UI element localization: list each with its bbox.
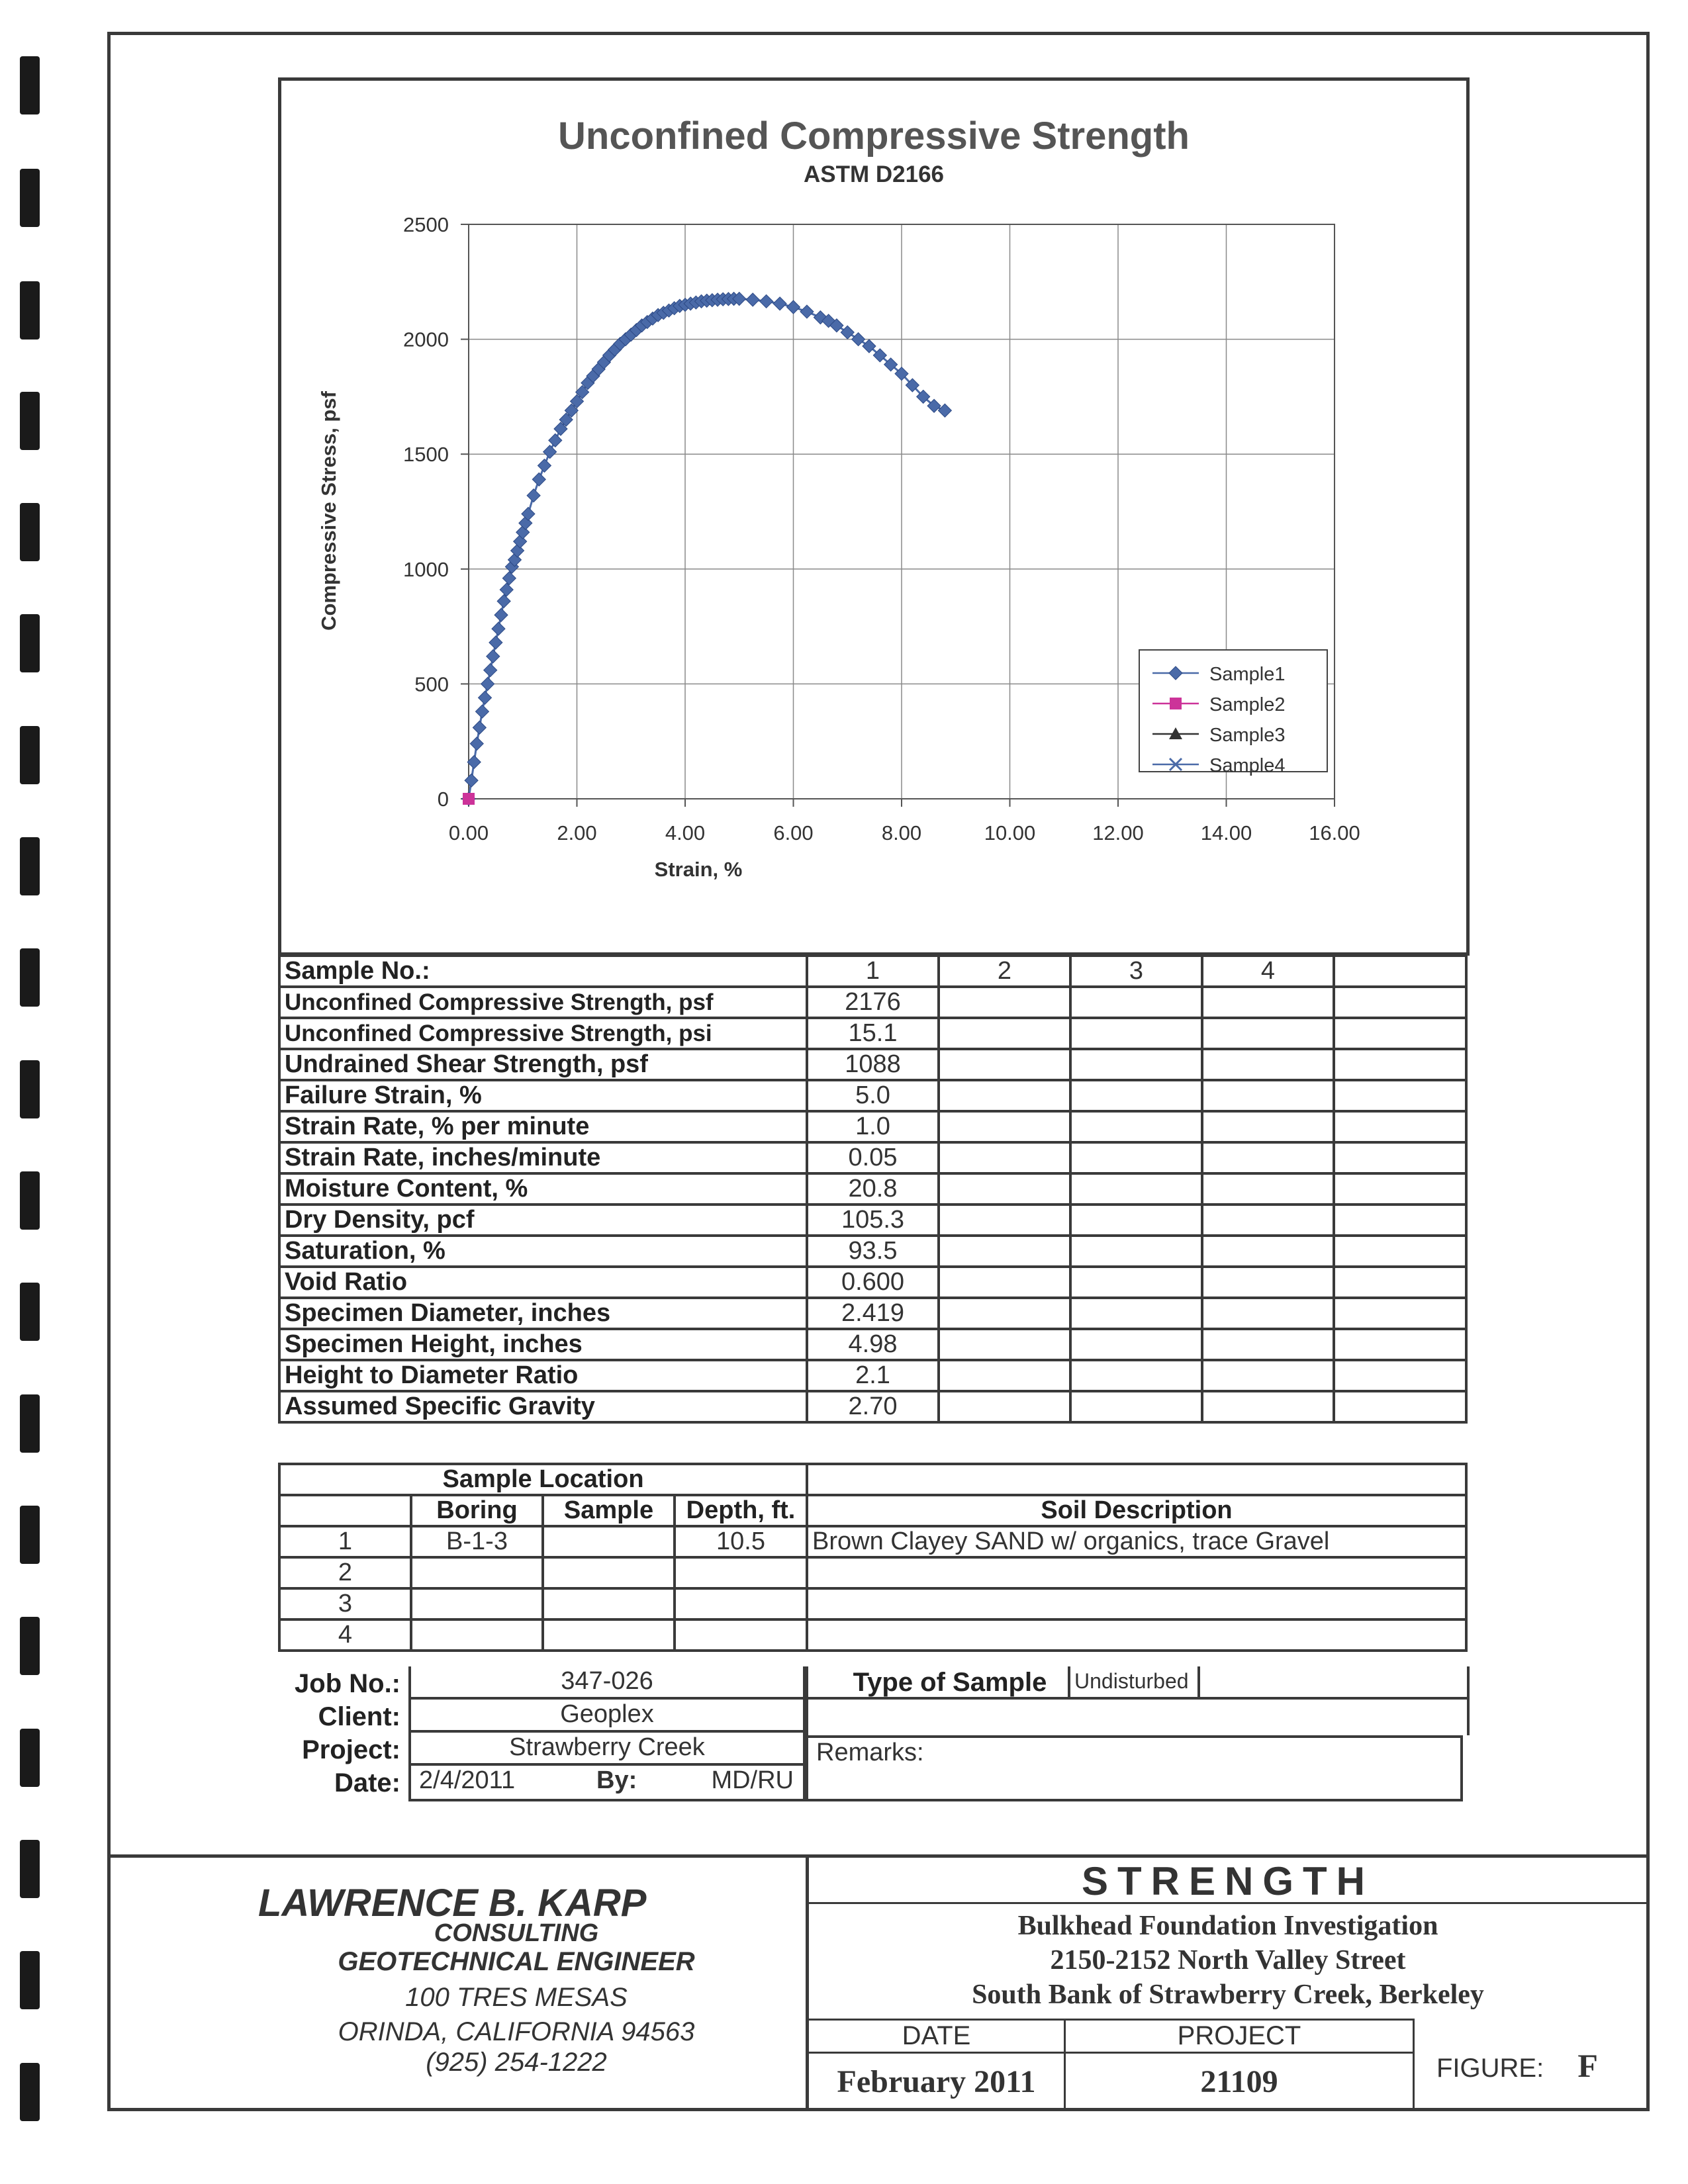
sample-no-col: 3	[1070, 956, 1202, 987]
property-value: 0.05	[807, 1142, 939, 1173]
sample-no-label: Sample No.:	[279, 956, 807, 987]
binder-hole	[20, 837, 40, 895]
property-value	[939, 1018, 1070, 1049]
property-value	[1334, 1111, 1466, 1142]
x-tick-label: 2.00	[557, 821, 597, 844]
property-label: Height to Diameter Ratio	[279, 1360, 807, 1391]
y-tick-label: 2500	[403, 213, 449, 236]
property-label: Moisture Content, %	[279, 1173, 807, 1205]
property-row	[279, 1391, 1466, 1422]
data-point	[487, 650, 500, 663]
property-value	[1202, 987, 1334, 1018]
property-value: 1.0	[807, 1111, 939, 1142]
property-value	[939, 1298, 1070, 1329]
firm-address-2: ORINDA, CALIFORNIA 94563	[338, 2017, 695, 2046]
boring-value	[411, 1619, 543, 1651]
project-title-line-1: Bulkhead Foundation Investigation	[1017, 1911, 1438, 1941]
property-row	[279, 1049, 1466, 1080]
property-label: Undrained Shear Strength, psf	[279, 1049, 807, 1080]
footer-divider	[107, 1854, 1650, 1858]
location-row	[279, 1557, 1466, 1588]
data-point	[787, 300, 800, 314]
property-value	[1334, 1205, 1466, 1236]
project-title-line-2: 2150-2152 North Valley Street	[1050, 1945, 1406, 1976]
data-point	[773, 297, 786, 310]
data-point	[497, 594, 510, 608]
soil-description-value	[807, 1588, 1466, 1619]
firm-name: LAWRENCE B. KARP	[258, 1882, 647, 1925]
property-value: 15.1	[807, 1018, 939, 1049]
soil-description-value: Brown Clayey SAND w/ organics, trace Gravel	[807, 1526, 1466, 1557]
data-point	[465, 774, 478, 787]
sample-value	[543, 1588, 675, 1619]
property-value	[1202, 1111, 1334, 1142]
properties-table	[278, 954, 1468, 1424]
binder-hole	[20, 614, 40, 672]
x-tick-label: 8.00	[881, 821, 922, 844]
location-title-blank	[807, 1464, 1466, 1495]
property-value	[939, 1173, 1070, 1205]
data-point	[800, 305, 814, 318]
figure-label: FIGURE:	[1436, 2054, 1544, 2083]
data-point	[470, 737, 483, 751]
property-row	[279, 987, 1466, 1018]
row-number: 1	[279, 1526, 411, 1557]
sample-header: Sample	[543, 1495, 675, 1526]
property-label: Strain Rate, % per minute	[279, 1111, 807, 1142]
property-value	[1070, 1111, 1202, 1142]
property-value: 2.1	[807, 1360, 939, 1391]
data-point	[852, 333, 865, 346]
boring-value	[411, 1588, 543, 1619]
legend-label: Sample1	[1209, 664, 1286, 685]
property-row	[279, 1111, 1466, 1142]
firm-line-consulting: CONSULTING	[434, 1919, 599, 1947]
date-label: Date:	[334, 1768, 400, 1797]
property-value	[1202, 1142, 1334, 1173]
binder-hole	[20, 1617, 40, 1675]
property-value	[1202, 1173, 1334, 1205]
property-value	[939, 1329, 1070, 1360]
sample-no-col: 2	[939, 956, 1070, 987]
property-value	[1070, 1391, 1202, 1422]
data-point	[527, 489, 540, 502]
property-value	[1334, 1360, 1466, 1391]
property-value	[1334, 1236, 1466, 1267]
data-point	[538, 459, 551, 473]
property-value	[1334, 1298, 1466, 1329]
depth-value: 10.5	[675, 1526, 807, 1557]
property-value: 4.98	[807, 1329, 939, 1360]
property-value	[1070, 1173, 1202, 1205]
property-value	[1202, 1049, 1334, 1080]
property-value	[1202, 1267, 1334, 1298]
binder-hole	[20, 1506, 40, 1564]
data-point	[494, 608, 508, 621]
property-value	[1070, 1298, 1202, 1329]
job-info	[278, 1666, 1470, 1805]
data-point	[746, 293, 759, 306]
boring-header: Boring	[411, 1495, 543, 1526]
series-line	[469, 298, 945, 799]
binder-hole	[20, 1840, 40, 1898]
y-tick-label: 0	[437, 788, 449, 811]
binder-hole	[20, 1394, 40, 1453]
property-value	[1070, 1080, 1202, 1111]
property-value: 2176	[807, 987, 939, 1018]
sample-no-col	[1334, 956, 1466, 987]
date-by-row	[408, 1766, 806, 1801]
soil-description-value	[807, 1557, 1466, 1588]
sample-location-table	[278, 1463, 1468, 1652]
property-value	[939, 1049, 1070, 1080]
property-value: 20.8	[807, 1173, 939, 1205]
property-value	[939, 1360, 1070, 1391]
property-value	[1334, 1018, 1466, 1049]
data-point	[467, 755, 481, 768]
property-value	[1070, 1267, 1202, 1298]
property-value	[1202, 1360, 1334, 1391]
blank-row-frame	[806, 1700, 1470, 1735]
binder-hole	[20, 169, 40, 227]
soil-description-value	[807, 1619, 1466, 1651]
type-row-frame	[806, 1666, 1470, 1700]
property-value	[1334, 1391, 1466, 1422]
binder-hole	[20, 1283, 40, 1341]
footer-project-label: PROJECT	[1177, 2021, 1301, 2050]
property-value	[1334, 1267, 1466, 1298]
property-value: 1088	[807, 1049, 939, 1080]
data-point	[543, 445, 557, 459]
legend-label: Sample2	[1209, 694, 1286, 715]
by-label: By:	[596, 1766, 637, 1794]
data-point	[479, 691, 492, 704]
project-title-line-3: South Bank of Strawberry Creek, Berkeley	[972, 1979, 1484, 2010]
property-label: Specimen Diameter, inches	[279, 1298, 807, 1329]
client-label: Client:	[318, 1702, 400, 1731]
footer-date-label: DATE	[902, 2021, 971, 2050]
property-label: Strain Rate, inches/minute	[279, 1142, 807, 1173]
property-value	[939, 987, 1070, 1018]
row-number: 2	[279, 1557, 411, 1588]
property-value	[1202, 1329, 1334, 1360]
data-point	[841, 326, 854, 339]
data-point	[502, 572, 516, 585]
property-value	[1202, 1205, 1334, 1236]
legend-label: Sample4	[1209, 755, 1286, 776]
binder-hole	[20, 2063, 40, 2121]
client-value: Geoplex	[408, 1700, 806, 1733]
x-axis-label: Strain, %	[654, 858, 743, 881]
data-point	[484, 664, 497, 677]
x-tick-label: 0.00	[448, 821, 489, 844]
property-value: 0.600	[807, 1267, 939, 1298]
depth-value	[675, 1557, 807, 1588]
footer-date-line	[806, 2019, 1415, 2021]
property-value	[939, 1236, 1070, 1267]
binder-hole	[20, 726, 40, 784]
property-row	[279, 1267, 1466, 1298]
property-label: Failure Strain, %	[279, 1080, 807, 1111]
footer-figure-divider	[1413, 2019, 1415, 2111]
x-tick-label: 10.00	[984, 821, 1036, 844]
sample-value	[543, 1619, 675, 1651]
report-heading: STRENGTH	[1082, 1859, 1374, 1903]
location-header-blank	[279, 1495, 411, 1526]
property-label: Saturation, %	[279, 1236, 807, 1267]
property-value	[1070, 1236, 1202, 1267]
property-value	[939, 1391, 1070, 1422]
sample-value	[543, 1557, 675, 1588]
property-value	[1070, 987, 1202, 1018]
property-row	[279, 1205, 1466, 1236]
footer-date-line-2	[806, 2052, 1415, 2054]
property-value: 105.3	[807, 1205, 939, 1236]
property-value	[939, 1205, 1070, 1236]
property-value	[1070, 1360, 1202, 1391]
sample-no-col: 1	[807, 956, 939, 987]
project-label: Project:	[302, 1735, 400, 1764]
binder-hole	[20, 1060, 40, 1118]
firm-phone: (925) 254-1222	[426, 2048, 607, 2077]
binder-hole	[20, 281, 40, 340]
property-row	[279, 1298, 1466, 1329]
y-axis-label: Compressive Stress, psf	[317, 391, 340, 631]
data-points	[462, 292, 951, 805]
legend	[1139, 650, 1327, 776]
data-point	[532, 473, 545, 486]
location-title-row	[279, 1464, 1466, 1495]
property-value	[1202, 1080, 1334, 1111]
data-point	[549, 433, 562, 447]
binder-hole	[20, 948, 40, 1007]
chart-svg	[281, 81, 1466, 952]
property-value	[1070, 1205, 1202, 1236]
property-label: Void Ratio	[279, 1267, 807, 1298]
footer-date-value: February 2011	[837, 2064, 1036, 2099]
data-point	[475, 705, 489, 718]
property-row	[279, 1329, 1466, 1360]
job-number: 347-026	[408, 1666, 806, 1700]
property-label: Dry Density, pcf	[279, 1205, 807, 1236]
binder-hole	[20, 1171, 40, 1230]
property-value	[1202, 1018, 1334, 1049]
property-value	[1334, 1142, 1466, 1173]
row-number: 4	[279, 1619, 411, 1651]
data-point	[463, 793, 475, 805]
property-value: 2.419	[807, 1298, 939, 1329]
location-row	[279, 1619, 1466, 1651]
data-point	[481, 677, 494, 690]
property-value: 5.0	[807, 1080, 939, 1111]
remarks-label: Remarks:	[816, 1739, 924, 1766]
chart-frame	[278, 77, 1470, 956]
data-point	[760, 295, 773, 308]
x-tick-label: 14.00	[1200, 821, 1252, 844]
type-of-sample-label: Type of Sample	[853, 1668, 1047, 1697]
property-value: 2.70	[807, 1391, 939, 1422]
legend-marker	[1170, 698, 1182, 709]
property-value	[939, 1142, 1070, 1173]
property-value	[1334, 1049, 1466, 1080]
depth-value	[675, 1588, 807, 1619]
remarks-box	[806, 1735, 1463, 1801]
data-point	[500, 583, 513, 596]
x-tick-label: 4.00	[665, 821, 706, 844]
project-value: Strawberry Creek	[408, 1733, 806, 1766]
y-tick-label: 1000	[403, 557, 449, 581]
job-label: Job No.:	[295, 1669, 400, 1698]
data-point	[492, 622, 505, 635]
firm-address-1: 100 TRES MESAS	[405, 1983, 628, 2012]
property-value: 93.5	[807, 1236, 939, 1267]
property-row	[279, 1360, 1466, 1391]
row-number: 3	[279, 1588, 411, 1619]
property-row	[279, 1018, 1466, 1049]
sample-value	[543, 1526, 675, 1557]
legend-label: Sample3	[1209, 725, 1286, 746]
data-point	[489, 636, 502, 649]
type-of-sample-value: Undisturbed	[1068, 1666, 1200, 1700]
boring-value: B-1-3	[411, 1526, 543, 1557]
depth-value	[675, 1619, 807, 1651]
property-label: Assumed Specific Gravity	[279, 1391, 807, 1422]
property-value	[1202, 1236, 1334, 1267]
x-tick-label: 12.00	[1092, 821, 1144, 844]
depth-header: Depth, ft.	[675, 1495, 807, 1526]
chart-subtitle: ASTM D2166	[803, 161, 945, 187]
x-tick-label: 16.00	[1309, 821, 1360, 844]
figure-value: F	[1577, 2047, 1598, 2084]
property-row	[279, 1236, 1466, 1267]
property-value	[1202, 1298, 1334, 1329]
y-tick-label: 2000	[403, 328, 449, 351]
soil-description-header: Soil Description	[807, 1495, 1466, 1526]
by-value: MD/RU	[711, 1766, 794, 1794]
binder-hole	[20, 503, 40, 561]
property-row	[279, 1142, 1466, 1173]
sample-no-col: 4	[1202, 956, 1334, 987]
location-row	[279, 1588, 1466, 1619]
property-row	[279, 1173, 1466, 1205]
property-value	[1334, 1080, 1466, 1111]
property-value	[1070, 1142, 1202, 1173]
x-tick-label: 6.00	[773, 821, 814, 844]
y-tick-label: 500	[414, 672, 449, 696]
binder-hole	[20, 392, 40, 450]
location-row	[279, 1526, 1466, 1557]
property-label: Unconfined Compressive Strength, psi	[279, 1018, 807, 1049]
property-value	[1334, 987, 1466, 1018]
chart-title: Unconfined Compressive Strength	[558, 114, 1190, 158]
property-value	[1070, 1018, 1202, 1049]
property-row	[279, 1080, 1466, 1111]
sample-no-row	[279, 956, 1466, 987]
property-value	[939, 1111, 1070, 1142]
property-value	[1070, 1049, 1202, 1080]
boring-value	[411, 1557, 543, 1588]
figure-block	[1417, 2046, 1642, 2085]
property-value	[939, 1080, 1070, 1111]
footer-project-value: 21109	[1200, 2064, 1278, 2099]
property-value	[1070, 1329, 1202, 1360]
property-value	[1334, 1329, 1466, 1360]
property-value	[1202, 1391, 1334, 1422]
property-label: Unconfined Compressive Strength, psf	[279, 987, 807, 1018]
binder-hole	[20, 1951, 40, 2009]
binder-hole	[20, 1729, 40, 1787]
location-title: Sample Location	[279, 1464, 807, 1495]
data-point	[473, 721, 486, 734]
y-tick-label: 1500	[403, 443, 449, 467]
firm-line-engineer: GEOTECHNICAL ENGINEER	[338, 1947, 695, 1976]
property-label: Specimen Height, inches	[279, 1329, 807, 1360]
date-value: 2/4/2011	[419, 1766, 516, 1794]
property-value	[939, 1267, 1070, 1298]
property-value	[1334, 1173, 1466, 1205]
location-header-row	[279, 1495, 1466, 1526]
binder-hole	[20, 56, 40, 114]
